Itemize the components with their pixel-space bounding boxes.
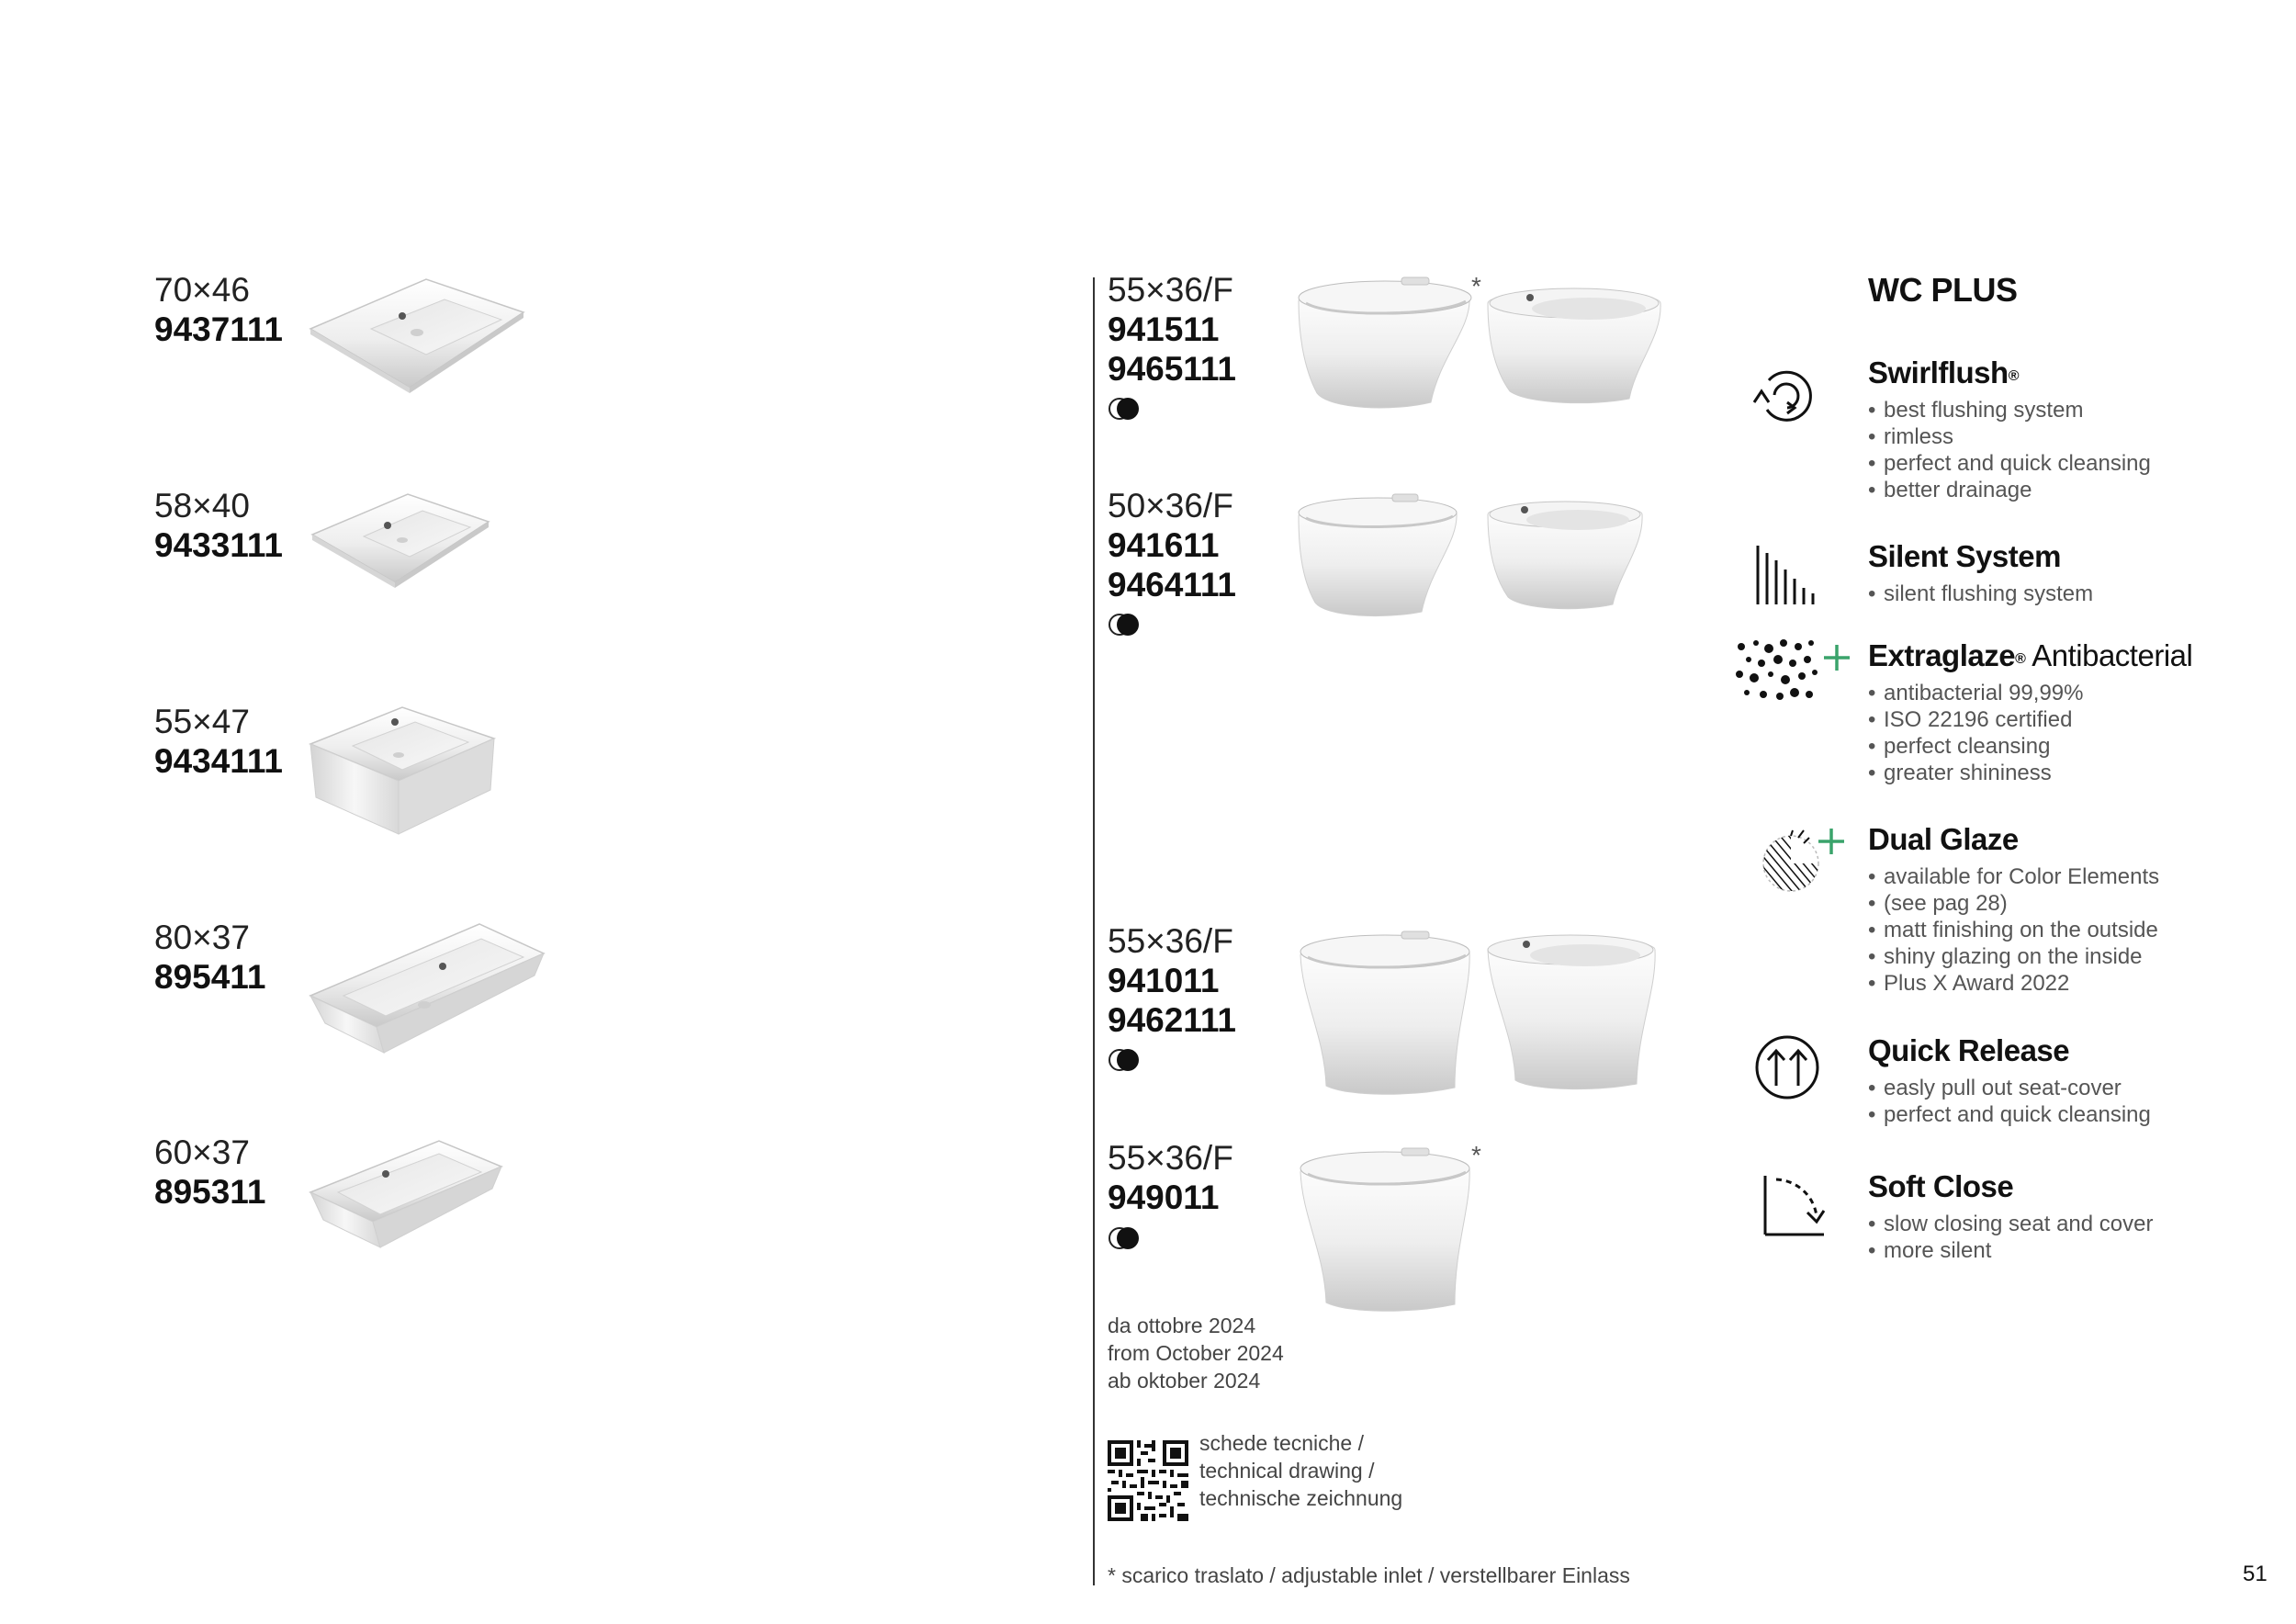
availability-line: from October 2024 <box>1108 1341 1284 1365</box>
floor-wc-image <box>1293 1143 1477 1314</box>
sink-code: 895311 <box>154 1173 266 1211</box>
availability-note <box>1108 1312 1284 1394</box>
feature-bullet: • more silent <box>1868 1237 2153 1264</box>
sink-image <box>307 919 547 1056</box>
feature-bullets <box>1868 1211 2153 1264</box>
feature-bullet: • ISO 22196 certified <box>1868 706 2192 733</box>
wall-hung-bidet-image <box>1482 496 1648 610</box>
wc-size: 55×36/F <box>1108 271 1233 309</box>
dual-glaze-badge-icon <box>1108 611 1141 638</box>
feature-bullet: • greater shininess <box>1868 760 2192 786</box>
feature-bullet: • rimless <box>1868 423 2151 450</box>
footnote: * scarico traslato / adjustable inlet / verstellbarer Einlass <box>1108 1563 1630 1587</box>
qr-caption <box>1199 1429 1402 1512</box>
feature-title: Silent System <box>1868 539 2061 573</box>
column-divider <box>1093 277 1095 1585</box>
wc-size: 55×36/F <box>1108 922 1233 960</box>
sink-code: 895411 <box>154 958 266 996</box>
availability-line: ab oktober 2024 <box>1108 1369 1261 1393</box>
feature-bullet: • best flushing system <box>1868 397 2151 423</box>
feature-bullet-continuation: • (see pag 28) <box>1868 890 2159 917</box>
wall-hung-bidet-image <box>1482 283 1666 404</box>
sound-bars-icon <box>1754 544 1824 606</box>
wc-code: 941611 <box>1108 526 1220 564</box>
sink-image <box>307 1135 505 1251</box>
wc-code: 949011 <box>1108 1179 1220 1216</box>
floor-wc-image <box>1293 926 1477 1097</box>
swirl-arrows-icon <box>1750 360 1820 430</box>
qr-caption-line: technische zeichnung <box>1199 1486 1403 1510</box>
feature-bullet: • matt finishing on the outside <box>1868 917 2159 943</box>
sink-code: 9433111 <box>154 526 283 564</box>
feature-title: Soft Close <box>1868 1169 2014 1203</box>
sink-image <box>307 276 527 395</box>
qr-code-icon[interactable] <box>1108 1440 1188 1521</box>
feature-bullet: • slow closing seat and cover <box>1868 1211 2153 1237</box>
dots-plus-icon <box>1736 639 1853 702</box>
dual-glaze-badge-icon <box>1108 395 1141 423</box>
feature-bullet: • better drainage <box>1868 477 2151 503</box>
feature-soft-close <box>1868 1168 2153 1264</box>
feature-swirlflush <box>1868 355 2151 503</box>
feature-bullets <box>1868 680 2192 786</box>
features-heading: WC PLUS <box>1868 271 2018 309</box>
feature-bullet: • Plus X Award 2022 <box>1868 970 2159 997</box>
feature-bullet: • perfect and quick cleansing <box>1868 450 2151 477</box>
quick-release-icon <box>1754 1034 1820 1100</box>
sink-code: 9437111 <box>154 310 283 348</box>
feature-bullet: • antibacterial 99,99% <box>1868 680 2192 706</box>
sink-size: 58×40 <box>154 487 250 524</box>
adjustable-inlet-star: * <box>1471 1141 1481 1169</box>
feature-bullet: • available for Color Elements <box>1868 863 2159 890</box>
feature-bullets <box>1868 1075 2151 1128</box>
qr-caption-line: technical drawing / <box>1199 1459 1375 1483</box>
wc-code: 941511 <box>1108 310 1220 348</box>
feature-title: Dual Glaze <box>1868 822 2019 856</box>
feature-extraglaze <box>1868 637 2192 786</box>
feature-quick-release <box>1868 1032 2151 1128</box>
feature-title: Extraglaze® Antibacterial <box>1868 638 2193 672</box>
sink-image <box>309 491 492 592</box>
wall-hung-wc-image <box>1293 491 1464 619</box>
feature-dual-glaze <box>1868 821 2159 997</box>
sink-size: 60×37 <box>154 1133 250 1171</box>
sink-size: 80×37 <box>154 919 250 956</box>
bidet-code: 9462111 <box>1108 1001 1236 1039</box>
wc-size: 50×36/F <box>1108 487 1233 524</box>
feature-silent-system <box>1868 538 2093 607</box>
adjustable-inlet-star: * <box>1471 272 1481 300</box>
feature-bullets <box>1868 581 2093 607</box>
sink-size: 55×47 <box>154 703 250 740</box>
feature-bullet: • perfect and quick cleansing <box>1868 1101 2151 1128</box>
floor-bidet-image <box>1482 930 1660 1091</box>
feature-bullet: • perfect cleansing <box>1868 733 2192 760</box>
feature-bullet: • silent flushing system <box>1868 581 2093 607</box>
sink-image <box>307 702 500 840</box>
availability-line: da ottobre 2024 <box>1108 1314 1256 1337</box>
soft-close-icon <box>1760 1170 1829 1240</box>
page-number: 51 <box>2243 1562 2268 1586</box>
feature-bullet: • shiny glazing on the inside <box>1868 943 2159 970</box>
wc-size: 55×36/F <box>1108 1139 1233 1177</box>
wc-code: 941011 <box>1108 962 1220 999</box>
feature-bullet: • easly pull out seat-cover <box>1868 1075 2151 1101</box>
wall-hung-wc-image <box>1293 274 1477 412</box>
qr-caption-line: schede tecniche / <box>1199 1431 1365 1455</box>
dual-glaze-icon <box>1760 823 1848 895</box>
dual-glaze-badge-icon <box>1108 1224 1141 1252</box>
dual-glaze-badge-icon <box>1108 1046 1141 1074</box>
bidet-code: 9464111 <box>1108 566 1236 603</box>
sink-size: 70×46 <box>154 271 250 309</box>
feature-bullets <box>1868 397 2151 503</box>
sink-code: 9434111 <box>154 742 283 780</box>
feature-title: Quick Release <box>1868 1033 2070 1067</box>
bidet-code: 9465111 <box>1108 350 1236 388</box>
feature-title: Swirlflush® <box>1868 355 2019 389</box>
feature-bullets <box>1868 863 2159 997</box>
